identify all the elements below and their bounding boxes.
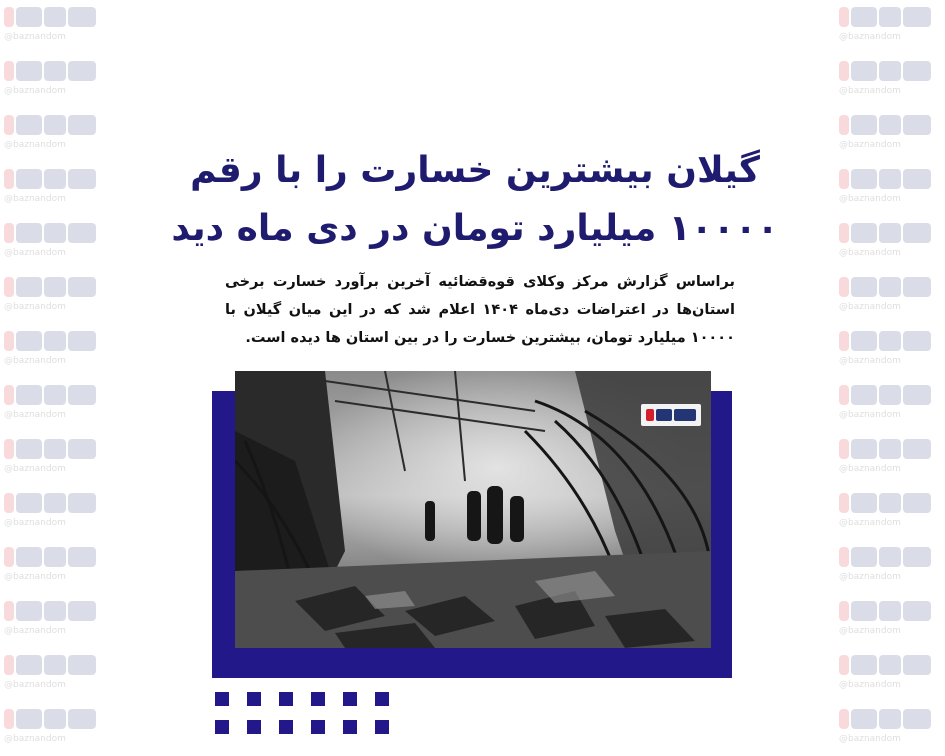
watermark-logo-icon (4, 58, 104, 102)
headline-line-2: ۱۰۰۰۰ میلیارد تومان در دی ماه دید (171, 208, 779, 249)
watermark-handle: @baznandom (4, 680, 66, 690)
watermark-logo-icon (4, 490, 104, 534)
watermark-logo-icon (839, 4, 939, 48)
photo-logo-icon (641, 404, 701, 426)
watermark-handle: @baznandom (839, 464, 901, 474)
decorative-dot (375, 692, 389, 706)
headline-line-1: گیلان بیشترین خسارت را با رقم (190, 150, 760, 191)
watermark-logo-icon (839, 706, 939, 750)
watermark-handle: @baznandom (4, 140, 66, 150)
decorative-dot (279, 720, 293, 734)
watermark-handle: @baznandom (4, 32, 66, 42)
watermark-handle: @baznandom (839, 86, 901, 96)
watermark-logo-icon (4, 598, 104, 642)
watermark-handle: @baznandom (4, 86, 66, 96)
watermark-logo-icon (4, 436, 104, 480)
watermark-handle: @baznandom (4, 248, 66, 258)
watermark-handle: @baznandom (839, 518, 901, 528)
watermark-logo-icon (4, 274, 104, 318)
watermark-handle: @baznandom (839, 32, 901, 42)
watermark-logo-icon (839, 490, 939, 534)
watermark-logo-icon (4, 382, 104, 426)
watermark-logo-icon (839, 220, 939, 264)
watermark-handle: @baznandom (4, 302, 66, 312)
watermark-handle: @baznandom (839, 356, 901, 366)
decorative-dot (375, 720, 389, 734)
decorative-dot (343, 692, 357, 706)
watermark-logo-icon (839, 436, 939, 480)
watermark-logo-icon (4, 328, 104, 372)
damaged-market-photo (235, 371, 711, 648)
watermark-logo-icon (839, 652, 939, 696)
decorative-dot (247, 692, 261, 706)
watermark-logo-icon (4, 166, 104, 210)
watermark-logo-icon (839, 112, 939, 156)
decorative-dot (311, 692, 325, 706)
watermark-handle: @baznandom (4, 464, 66, 474)
body-paragraph: براساس گزارش مرکز وکلای قوه‌قضائیه آخرین برآورد خسارت برخی استان‌ها در اعتراضات دی‌ماه ۱۴۰۴ اعلام شد که در این میان گیلان با ۱۰۰۰۰ میلیارد تومان، بیشترین خسارت را در بین استان ها دیده است. (225, 274, 735, 346)
watermark-handle: @baznandom (839, 734, 901, 744)
watermark-logo-icon (4, 706, 104, 750)
watermark-logo-icon (839, 328, 939, 372)
watermark-handle: @baznandom (4, 734, 66, 744)
watermark-logo-icon (839, 598, 939, 642)
watermark-handle: @baznandom (839, 194, 901, 204)
watermark-handle: @baznandom (839, 626, 901, 636)
decorative-dot (247, 720, 261, 734)
watermark-handle: @baznandom (4, 518, 66, 528)
watermark-handle: @baznandom (4, 572, 66, 582)
decorative-dot-grid (215, 692, 395, 742)
watermark-column-right (835, 0, 945, 756)
watermark-handle: @baznandom (4, 626, 66, 636)
decorative-dot (279, 692, 293, 706)
watermark-handle: @baznandom (839, 140, 901, 150)
watermark-handle: @baznandom (839, 302, 901, 312)
watermark-logo-icon (4, 4, 104, 48)
watermark-logo-icon (839, 58, 939, 102)
watermark-handle: @baznandom (839, 680, 901, 690)
watermark-handle: @baznandom (4, 356, 66, 366)
watermark-logo-icon (839, 382, 939, 426)
decorative-dot (343, 720, 357, 734)
watermark-logo-icon (4, 544, 104, 588)
watermark-logo-icon (839, 544, 939, 588)
watermark-logo-icon (4, 652, 104, 696)
watermark-handle: @baznandom (839, 572, 901, 582)
decorative-dot (311, 720, 325, 734)
watermark-handle: @baznandom (4, 410, 66, 420)
decorative-dot (215, 720, 229, 734)
watermark-logo-icon (839, 166, 939, 210)
watermark-handle: @baznandom (839, 248, 901, 258)
watermark-handle: @baznandom (839, 410, 901, 420)
watermark-logo-icon (4, 220, 104, 264)
watermark-logo-icon (839, 274, 939, 318)
watermark-logo-icon (4, 112, 104, 156)
watermark-handle: @baznandom (4, 194, 66, 204)
watermark-column-left (0, 0, 110, 756)
decorative-dot (215, 692, 229, 706)
